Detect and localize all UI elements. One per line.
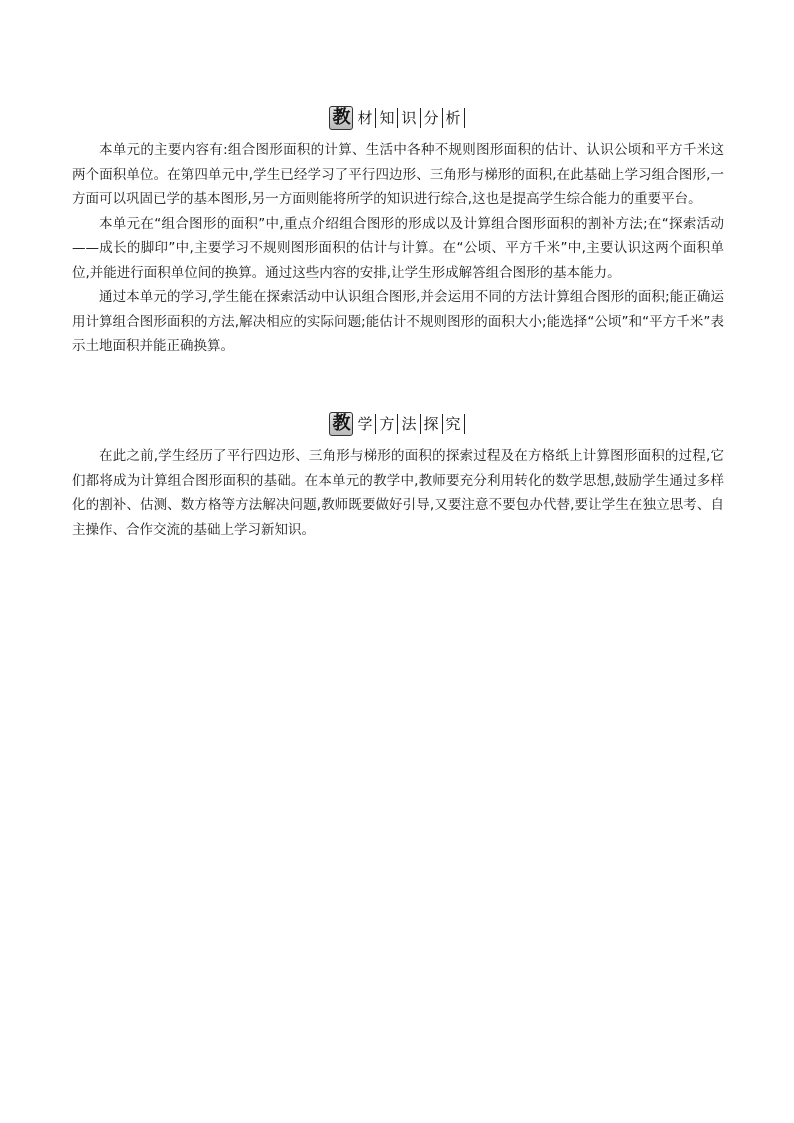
title-char: 析 [443,108,465,128]
title-char: 究 [443,414,465,434]
section-badge-icon: 教 [329,106,353,130]
section-header-analysis [0,104,794,132]
paragraph: 本单元在“组合图形的面积”中,重点介绍组合图形的形成以及计算组合图形面积的割补方法;在“探索活动——成长的脚印”中,主要学习不规则图形面积的估计与计算。在“公顷、平方千米”中,主要认识这两个面积单位,并能进行面积单位间的换算。通过这些内容的安排,让学生形成解答组合图形的基本能力。 [72,215,724,281]
title-char: 材 [356,108,376,128]
section-body-methods [72,444,724,542]
paragraph: 本单元的主要内容有:组合图形面积的计算、生活中各种不规则图形面积的估计、认识公顷和平方千米这两个面积单位。在第四单元中,学生已经学习了平行四边形、三角形与梯形的面积,在此基础上学习组合图形,一方面可以巩固已学的基本图形,另一方面则能将所学的知识进行综合,这也是提高学生综合能力的重要平台。 [72,142,724,207]
section-title [356,108,464,128]
title-char: 识 [398,108,420,128]
title-char: 分 [421,108,443,128]
section-badge-icon: 教 [329,412,353,436]
title-char: 方 [376,414,398,434]
title-char: 学 [356,414,376,434]
title-char: 知 [376,108,398,128]
section-title [356,414,464,434]
paragraph: 在此之前,学生经历了平行四边形、三角形与梯形的面积的探索过程及在方格纸上计算图形面积的过程,它们都将成为计算组合图形面积的基础。在本单元的教学中,教师要充分利用转化的数学思想,鼓励学生通过多样化的割补、估测、数方格等方法解决问题,教师既要做好引导,又要注意不要包办代替,要让学生在独立思考、自主操作、合作交流的基础上学习新知识。 [72,448,724,538]
section-header-methods [0,410,794,438]
title-char: 法 [398,414,420,434]
section-body-analysis [72,138,724,359]
title-char: 探 [421,414,443,434]
paragraph: 通过本单元的学习,学生能在探索活动中认识组合图形,并会运用不同的方法计算组合图形的面积;能正确运用计算组合图形面积的方法,解决相应的实际问题;能估计不规则图形的面积大小;能选择“公顷”和“平方千米”表示土地面积并能正确换算。 [72,289,724,354]
